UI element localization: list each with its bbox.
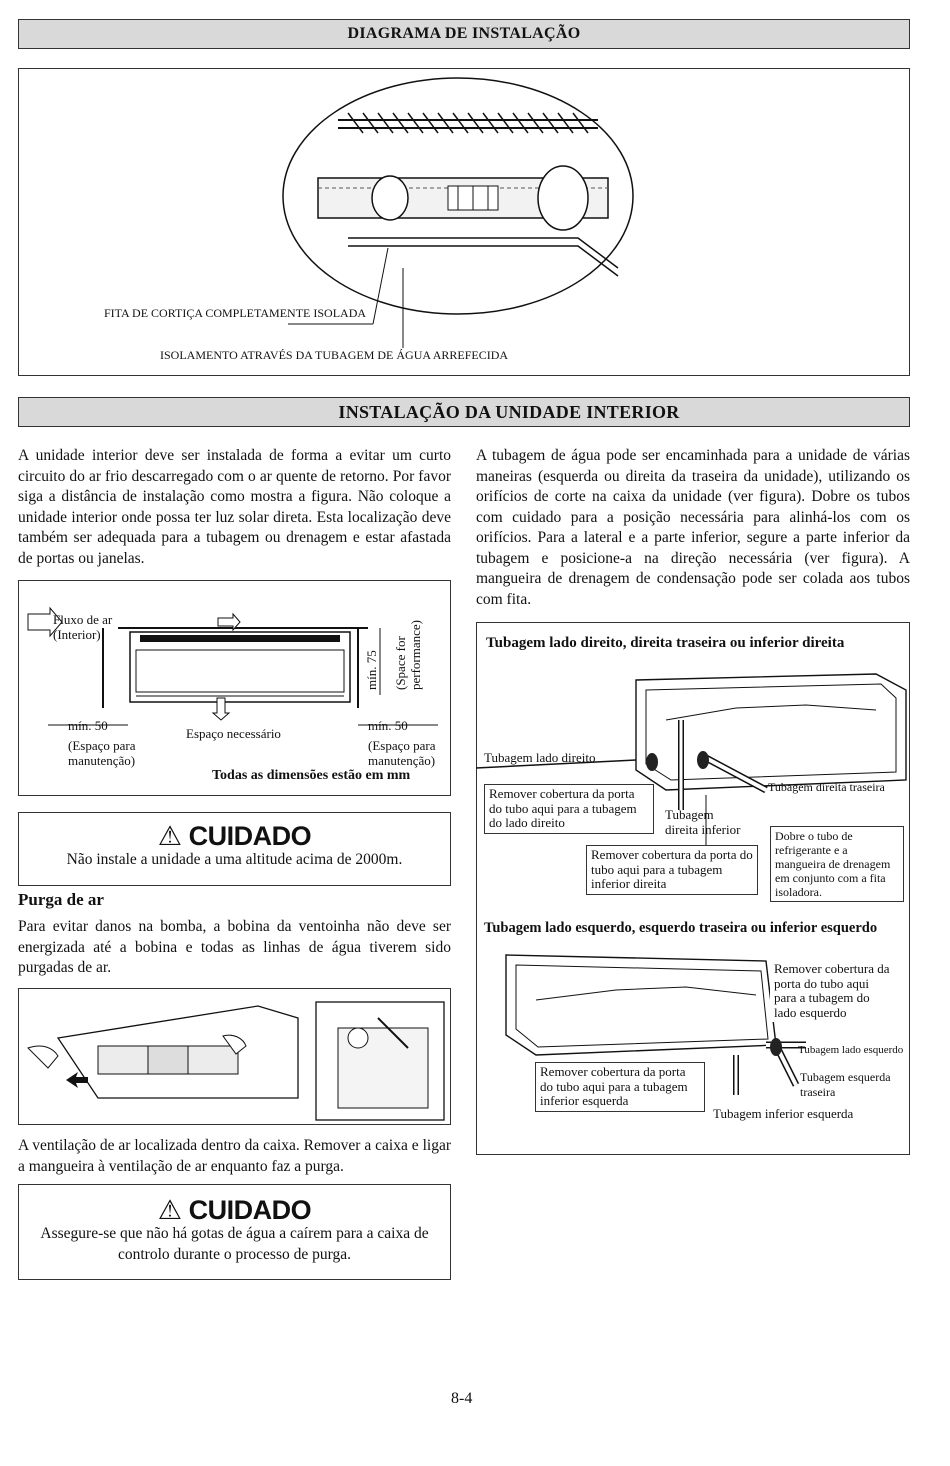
purge-illustration <box>18 988 451 1125</box>
left-piping-heading: Tubagem lado esquerdo, esquerdo traseira ou inferior esquerdo <box>484 920 878 936</box>
label-right-side-piping: Tubagem lado direito <box>484 750 596 765</box>
page-number: 8-4 <box>451 1390 473 1407</box>
label-dimensions-unit: Todas as dimensões estão em mm <box>212 768 411 783</box>
label-left-side-piping: Tubagem lado esquerdo <box>798 1044 904 1056</box>
label-right-rear-piping: Tubagem direita traseira <box>768 780 885 794</box>
vent-text: A ventilação de ar localizada dentro da caixa. Remover a caixa e ligar a mangueira à ventilação de ar enquanto faz a purga. <box>18 1137 451 1175</box>
caution-box-altitude <box>18 812 451 886</box>
water-piping-intro-text: A tubagem de água pode ser encaminhada para a unidade de várias maneiras (esquerda ou direita da traseira da unidade), utilizando os orifícios de corte na caixa da unidade (ver figura). Dobre os tubos com cuidado para a posição necessária para alinhá-los com os orifícios. Para a lateral e a parte inferior, segure a parte inferior da tubagem e posicione-a na direção necessária (ver figura). A mangueira de drenagem de condensação pode ser colada aos tubos com fita. <box>476 447 910 608</box>
label-remove-cover-right-bottom: Remover cobertura da porta do tubo aqui para a tubagem inferior direita <box>586 845 758 895</box>
label-remove-cover-left-side: Remover cobertura da porta do tubo aqui para a tubagem do lado esquerdo <box>770 960 896 1022</box>
caution-box-purge <box>18 1184 451 1280</box>
section-title-installation-diagram: DIAGRAMA DE INSTALAÇÃO <box>18 19 910 49</box>
caution-altitude-text: Não instale a unidade a uma altitude acima de 2000m. <box>66 851 403 868</box>
caution-purge-text: Assegure-se que não há gotas de água a caírem para a caixa de controlo durante o processo de purga. <box>40 1225 429 1263</box>
label-maintenance-right: (Espaço para manutenção) <box>368 738 436 768</box>
purge-text: Para evitar danos na bomba, a bobina da ventoinha não deve ser energizada até a bobina e todas as linhas de água tiverem sido purgadas de ar. <box>18 918 451 976</box>
caution-title: CUIDADO <box>188 821 312 851</box>
indoor-unit-intro-text: A unidade interior deve ser instalada de forma a evitar um curto circuito do ar frio descarregado com o ar quente de retorno. Por favor siga a distância de instalação como mostra a figura. Não coloque a unidade interior onde possa ter luz solar direta. Esta localização deve também ser adequada para a tubagem ou drenagem e estar afastada de portas ou janelas. <box>18 447 451 567</box>
label-maintenance-left: (Espaço para manutenção) <box>68 738 136 768</box>
label-left-bottom-piping: Tubagem inferior esquerda <box>713 1106 854 1121</box>
pipe-insulation-illustration <box>18 68 910 376</box>
label-right-bottom-piping: Tubagem direita inferior <box>665 807 741 837</box>
label-min50-right: mín. 50 <box>368 718 408 733</box>
label-min50-left: mín. 50 <box>68 718 108 733</box>
label-chilled-water-insulation: ISOLAMENTO ATRAVÉS DA TUBAGEM DE ÁGUA ARREFECIDA <box>160 348 509 362</box>
label-remove-cover-right-side: Remover cobertura da porta do tubo aqui para a tubagem do lado direito <box>484 784 654 834</box>
right-piping-heading: Tubagem lado direito, direita traseira ou inferior direita <box>486 635 845 651</box>
label-remove-cover-left-bottom: Remover cobertura da porta do tubo aqui para a tubagem inferior esquerda <box>535 1062 705 1112</box>
label-space-performance: (Space for performance) <box>393 619 423 690</box>
caution-title: CUIDADO <box>188 1195 312 1225</box>
label-cork-tape: FITA DE CORTIÇA COMPLETAMENTE ISOLADA <box>104 306 367 320</box>
purge-heading: Purga de ar <box>18 890 104 909</box>
label-bend-pipe-instruction: Dobre o tubo de refrigerante e a mangueira de drenagem em conjunto com a fita isoladora. <box>770 826 904 902</box>
label-airflow: Fluxo de ar (Interior) <box>53 612 113 642</box>
label-min75: mín. 75 <box>364 650 379 690</box>
warning-icon: ⚠ <box>157 821 182 851</box>
label-required-space: Espaço necessário <box>186 726 281 741</box>
warning-icon: ⚠ <box>157 1195 182 1225</box>
section-title-indoor-unit-installation: INSTALAÇÃO DA UNIDADE INTERIOR <box>18 397 910 427</box>
label-left-rear-piping: Tubagem esquerda traseira <box>800 1070 891 1099</box>
